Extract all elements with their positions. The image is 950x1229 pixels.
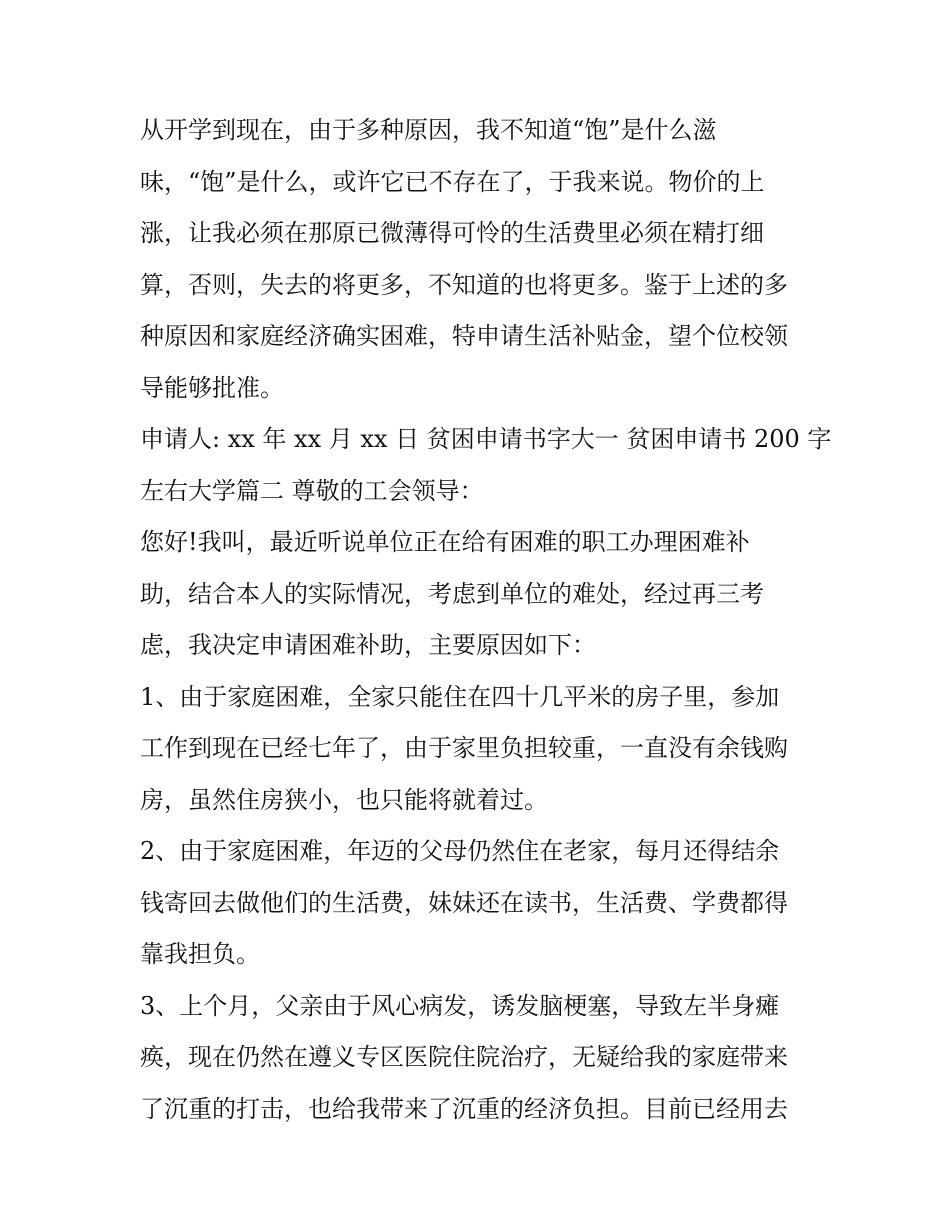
text-line: 申请人: xx 年 xx 月 xx 日 贫困申请书字大一 贫困申请书 200 字 [140, 425, 832, 453]
text-line: 痪，现在仍然在遵义专区医院住院治疗，无疑给我的家庭带来 [140, 1043, 788, 1071]
text-line: 2、由于家庭困难，年迈的父母仍然住在老家，每月还得结余 [140, 837, 780, 865]
text-line: 虑，我决定申请困难补助，主要原因如下： [140, 631, 596, 659]
text-line: 导能够批准。 [140, 373, 284, 402]
text-line: 味，“饱”是什么，或许它已不存在了，于我来说。物价的上 [140, 167, 765, 196]
text-line: 种原因和家庭经济确实困难，特申请生活补贴金，望个位校领 [140, 322, 788, 350]
text-line: 助，结合本人的实际情况，考虑到单位的难处，经过再三考 [140, 579, 764, 608]
text-line: 房，虽然住房狭小，也只能将就着过。 [140, 785, 548, 814]
text-line: 钱寄回去做他们的生活费，妹妹还在读书，生活费、学费都得 [140, 888, 788, 917]
text-line: 3、上个月，父亲由于风心病发，诱发脑梗塞，导致左半身瘫 [140, 991, 780, 1020]
text-line: 1、由于家庭困难，全家只能住在四十几平米的房子里，参加 [140, 682, 780, 711]
text-line: 从开学到现在，由于多种原因，我不知道“饱”是什么滋 [140, 116, 717, 144]
text-line: 算，否则，失去的将更多，不知道的也将更多。鉴于上述的多 [140, 270, 788, 299]
text-line: 左右大学篇二 尊敬的工会领导： [140, 476, 484, 505]
text-line: 工作到现在已经七年了，由于家里负担较重，一直没有余钱购 [140, 734, 788, 762]
document-body [140, 105, 832, 1135]
text-line: 靠我担负。 [140, 940, 260, 968]
text-line: 涨，让我必须在那原已微薄得可怜的生活费里必须在精打细 [140, 219, 764, 247]
text-line: 您好!我叫，最近听说单位正在给有困难的职工办理困难补 [140, 528, 750, 556]
text-line: 了沉重的打击，也给我带来了沉重的经济负担。目前已经用去 [140, 1094, 788, 1123]
